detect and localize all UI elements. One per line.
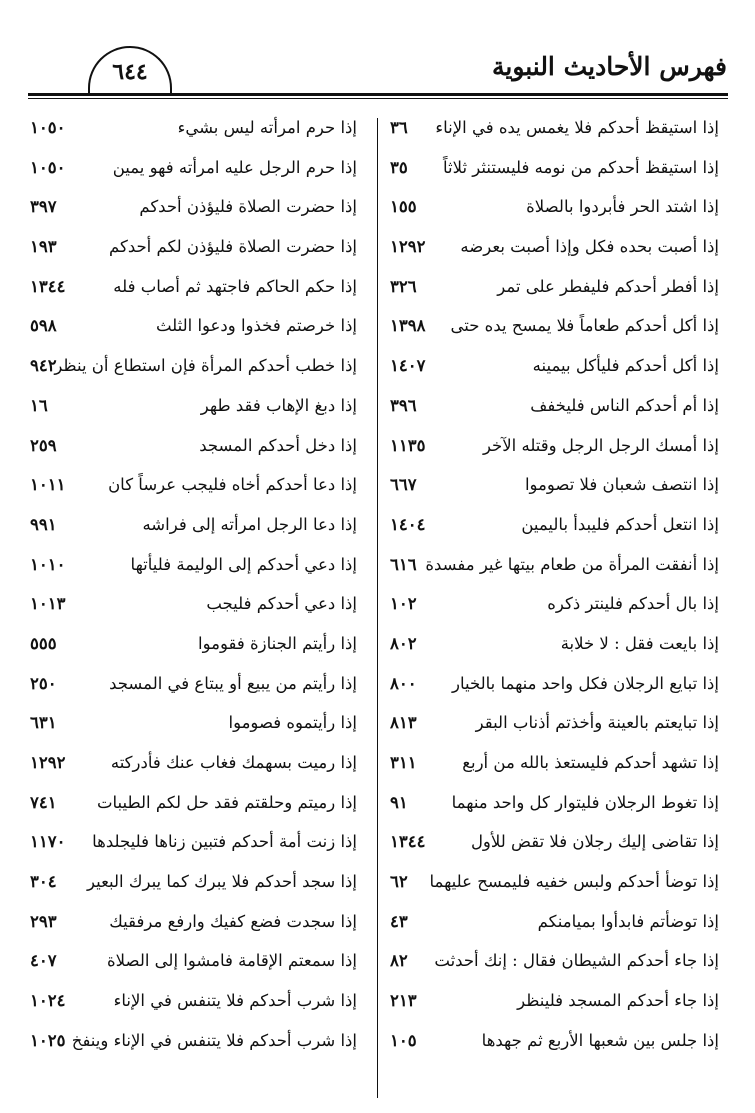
index-entry (22, 864, 367, 904)
index-entry (22, 1023, 367, 1063)
hadith-text: إذا سجدت فضع كفيك وارفع مرفقيك (109, 911, 357, 931)
hadith-number: ٣١١ (390, 753, 417, 772)
hadith-number: ٧٤١ (30, 792, 57, 812)
hadith-number: ٢٩٣ (30, 911, 57, 931)
hadith-number: ١٥٥ (390, 197, 417, 217)
hadith-number: ٣٦ (390, 118, 408, 137)
index-entry (382, 507, 727, 547)
index-entry (22, 428, 367, 468)
hadith-text: إذا تقاضى إليك رجلان فلا تقض للأول (470, 832, 719, 852)
hadith-text: إذا جاء أحدكم المسجد فلينظر (517, 991, 719, 1011)
index-entry (22, 705, 367, 745)
hadith-number: ١٣٤٤ (390, 832, 426, 852)
index-entry (22, 824, 367, 864)
hadith-text: إذا خطب أحدكم المرأة فإن استطاع أن ينظر (54, 356, 357, 376)
hadith-text: إذا دخل أحدكم المسجد (199, 435, 357, 455)
hadith-number: ١٠٥ (390, 1030, 417, 1050)
hadith-text: إذا تغوط الرجلان فليتوار كل واحد منهما (451, 792, 719, 812)
hadith-text: إذا دعي أحدكم إلى الوليمة فليأتها (130, 554, 357, 574)
hadith-number: ٦٣١ (30, 713, 57, 733)
page-header (0, 0, 755, 100)
hadith-text: إذا انتصف شعبان فلا تصوموا (524, 475, 719, 495)
index-entry (382, 269, 727, 309)
hadith-text: إذا انتعل أحدكم فليبدأ باليمين (521, 514, 719, 534)
hadith-number: ٥٩٨ (30, 316, 57, 336)
hadith-text: إذا سمعتم الإقامة فامشوا إلى الصلاة (107, 951, 357, 971)
index-entry (382, 864, 727, 904)
hadith-text: إذا رميتم وحلقتم فقد حل لكم الطيبات (96, 792, 357, 812)
hadith-number: ١٣٩٨ (390, 316, 426, 336)
index-entry (382, 428, 727, 468)
index-entry (22, 308, 367, 348)
hadith-number: ١٤٠٤ (390, 514, 426, 534)
hadith-text: إذا تشهد أحدكم فليستعذ بالله من أربع (462, 753, 719, 772)
index-entry (22, 150, 367, 190)
header-rule-thin (28, 98, 728, 99)
hadith-number: ٨٠٠ (390, 673, 417, 693)
index-entry (382, 785, 727, 825)
hadith-number: ١٩٣ (30, 237, 57, 257)
hadith-text: إذا دبغ الإهاب فقد طهر (200, 395, 357, 415)
index-entry (22, 745, 367, 785)
hadith-text: إذا جلس بين شعبها الأربع ثم جهدها (481, 1030, 719, 1050)
index-entry (382, 467, 727, 507)
hadith-number: ١٣٤٤ (30, 276, 66, 296)
hadith-text: إذا رأيتم من يبيع أو يبتاع في المسجد (109, 673, 357, 693)
index-entry (22, 110, 367, 150)
hadith-text: إذا دعي أحدكم فليجب (206, 594, 357, 614)
hadith-text: إذا أصبت بحده فكل وإذا أصبت بعرضه (460, 237, 719, 257)
hadith-number: ١٠١١ (30, 475, 66, 495)
index-entry (382, 189, 727, 229)
column-divider (377, 118, 378, 1098)
hadith-text: إذا استيقظ أحدكم فلا يغمس يده في الإناء (435, 118, 719, 137)
index-entry (22, 586, 367, 626)
hadith-number: ٢٥٠ (30, 673, 57, 693)
index-entry (382, 626, 727, 666)
header-rule (28, 93, 728, 96)
hadith-text: إذا بايعت فقل : لا خلابة (560, 633, 719, 653)
hadith-text: إذا شرب أحدكم فلا يتنفس في الإناء وينفخ (71, 1030, 357, 1050)
index-entry (382, 666, 727, 706)
index-entry (22, 983, 367, 1023)
hadith-number: ١٠١٠ (30, 554, 66, 574)
index-entry (382, 229, 727, 269)
index-entry (382, 983, 727, 1023)
hadith-number: ١٠٢٥ (30, 1030, 66, 1050)
hadith-text: إذا أنفقت المرأة من طعام بيتها غير مفسدة (425, 554, 719, 574)
index-entry (22, 467, 367, 507)
hadith-text: إذا تبايع الرجلان فكل واحد منهما بالخيار (451, 673, 719, 693)
index-entry (382, 943, 727, 983)
hadith-number: ١١٧٠ (30, 832, 66, 852)
hadith-text: إذا دعا الرجل امرأته إلى فراشه (142, 514, 357, 534)
hadith-number: ٢١٣ (390, 991, 417, 1011)
index-entry (22, 269, 367, 309)
hadith-number: ١٤٠٧ (390, 356, 426, 376)
page-title: فهرس الأحاديث النبوية (491, 52, 727, 81)
hadith-number: ٨٠٢ (390, 633, 417, 653)
hadith-text: إذا حرم امرأته ليس بشيء (177, 118, 357, 137)
hadith-number: ١٠٥٠ (30, 157, 66, 177)
hadith-number: ٣٠٤ (30, 872, 57, 892)
index-entry (382, 1023, 727, 1063)
hadith-text: إذا رميت بسهمك فغاب عنك فأدركته (110, 753, 357, 772)
hadith-text: إذا أكل أحدكم فليأكل بيمينه (532, 356, 719, 376)
hadith-text: إذا زنت أمة أحدكم فتبين زناها فليجلدها (92, 832, 357, 852)
hadith-text: إذا خرصتم فخذوا ودعوا الثلث (155, 316, 357, 336)
hadith-text: إذا استيقظ أحدكم من نومه فليستنثر ثلاثاً (443, 157, 719, 177)
index-entry (22, 785, 367, 825)
hadith-number: ١٢٩٢ (30, 753, 66, 772)
left-column (22, 110, 367, 1063)
index-entry (22, 943, 367, 983)
hadith-text: إذا حضرت الصلاة فليؤذن لكم أحدكم (108, 237, 357, 257)
hadith-number: ٤٣ (390, 911, 408, 931)
index-entry (22, 388, 367, 428)
hadith-number: ٣٩٧ (30, 197, 57, 217)
index-entry (382, 150, 727, 190)
hadith-number: ٤٠٧ (30, 951, 57, 971)
page-number: ٦٤٤ (112, 59, 148, 85)
index-entry (382, 388, 727, 428)
hadith-text: إذا أمسك الرجل الرجل وقتله الآخر (482, 435, 719, 455)
index-entry (382, 705, 727, 745)
hadith-text: إذا حكم الحاكم فاجتهد ثم أصاب فله (113, 276, 357, 296)
hadith-text: إذا حرم الرجل عليه امرأته فهو يمين (112, 157, 357, 177)
hadith-number: ١١٣٥ (390, 435, 426, 455)
index-entry (22, 229, 367, 269)
index-entry (382, 308, 727, 348)
hadith-number: ٨٢ (390, 951, 408, 971)
hadith-text: إذا رأيتموه فصوموا (228, 713, 357, 733)
hadith-number: ١٦ (30, 395, 48, 415)
hadith-number: ٩٤٢ (30, 356, 57, 376)
hadith-number: ٣٢٦ (390, 276, 417, 296)
hadith-text: إذا رأيتم الجنازة فقوموا (198, 633, 357, 653)
hadith-text: إذا أم أحدكم الناس فليخفف (530, 395, 719, 415)
hadith-number: ٦١٦ (390, 554, 417, 574)
hadith-text: إذا أكل أحدكم طعاماً فلا يمسح يده حتى (450, 316, 719, 336)
hadith-number: ٩٩١ (30, 514, 57, 534)
hadith-number: ٢٥٩ (30, 435, 57, 455)
hadith-number: ١٠٢ (390, 594, 417, 614)
index-entry (22, 666, 367, 706)
index-entry (22, 904, 367, 944)
hadith-text: إذا أفطر أحدكم فليفطر على تمر (497, 276, 719, 296)
index-entry (382, 348, 727, 388)
hadith-number: ٥٥٥ (30, 633, 57, 653)
hadith-number: ٦٦٧ (390, 475, 417, 495)
hadith-text: إذا توضأ أحدكم ولبس خفيه فليمسح عليهما (429, 872, 719, 892)
index-entry (22, 626, 367, 666)
index-entry (22, 507, 367, 547)
index-entry (382, 110, 727, 150)
right-column (382, 110, 727, 1063)
hadith-number: ١٠١٣ (30, 594, 66, 614)
hadith-text: إذا حضرت الصلاة فليؤذن أحدكم (139, 197, 357, 217)
hadith-number: ٩١ (390, 792, 408, 812)
index-entry (22, 189, 367, 229)
hadith-text: إذا توضأتم فابدأوا بميامنكم (537, 911, 719, 931)
hadith-text: إذا بال أحدكم فلينتر ذكره (547, 594, 719, 614)
hadith-number: ٣٥ (390, 157, 408, 177)
hadith-number: ٣٩٦ (390, 395, 417, 415)
index-entry (22, 348, 367, 388)
hadith-number: ١٠٥٠ (30, 118, 66, 137)
hadith-number: ١٠٢٤ (30, 991, 66, 1011)
index-entry (382, 547, 727, 587)
hadith-text: إذا سجد أحدكم فلا يبرك كما يبرك البعير (87, 872, 357, 892)
hadith-number: ٨١٣ (390, 713, 417, 733)
hadith-text: إذا شرب أحدكم فلا يتنفس في الإناء (113, 991, 357, 1011)
index-entry (382, 904, 727, 944)
hadith-text: إذا دعا أحدكم أخاه فليجب عرساً كان (108, 475, 357, 495)
index-entry (22, 547, 367, 587)
hadith-text: إذا تبايعتم بالعينة وأخذتم أذناب البقر (475, 713, 719, 733)
hadith-text: إذا اشتد الحر فأبردوا بالصلاة (526, 197, 719, 217)
index-entry (382, 824, 727, 864)
index-entry (382, 586, 727, 626)
hadith-number: ١٢٩٢ (390, 237, 426, 257)
index-entry (382, 745, 727, 785)
hadith-number: ٦٢ (390, 872, 408, 892)
hadith-text: إذا جاء أحدكم الشيطان فقال : إنك أحدثت (434, 951, 719, 971)
